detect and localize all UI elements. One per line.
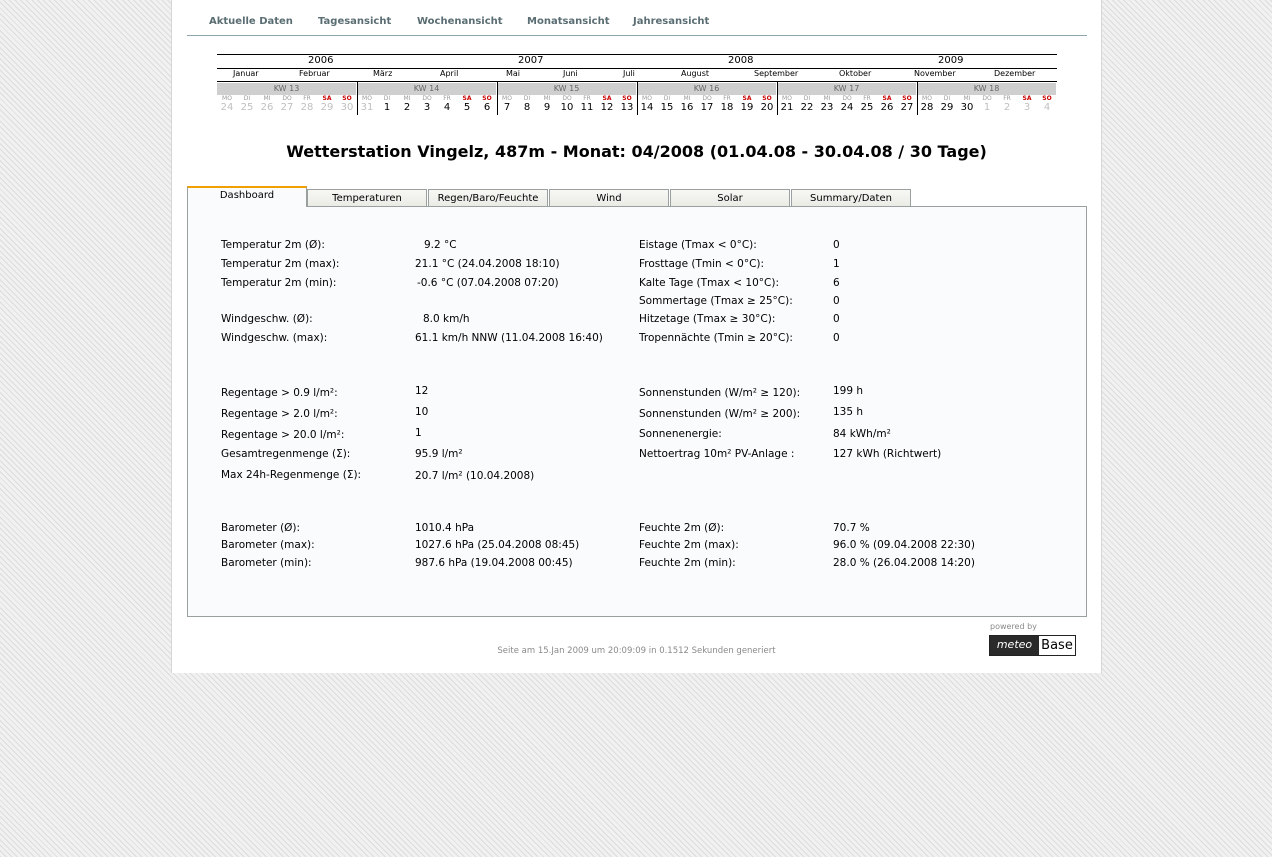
temp-avg-label: Temperatur 2m (Ø): [221,239,325,251]
month-september[interactable]: September [754,69,799,78]
calendar-weekday-label: DO [562,95,572,102]
calendar-day[interactable]: 4 [1043,102,1051,113]
calendar-weekday-label: SO [342,95,352,102]
month-august[interactable]: August [681,69,709,78]
calendar-day[interactable]: 16 [680,102,694,113]
sonnenstunden-200-value: 135 h [833,406,864,418]
wind-avg-label: Windgeschw. (Ø): [221,313,313,325]
baro-min-value: 987.6 hPa (19.04.2008 00:45) [415,557,573,569]
tab-regen-baro-feuchte[interactable]: Regen/Baro/Feuchte [428,189,548,206]
wind-max-label: Windgeschw. (max): [221,332,328,344]
calendar-day[interactable]: 23 [820,102,834,113]
calendar-day[interactable]: 29 [320,102,334,113]
top-navigation [187,0,1087,36]
calendar-weekday-label: SO [902,95,912,102]
calendar-day[interactable]: 28 [300,102,314,113]
calendar-weekday-label: MI [403,95,411,102]
calendar-weekday-label: SA [602,95,612,102]
calendar-weekday-label: MI [823,95,831,102]
tropennaechte-label: Tropennächte (Tmin ≥ 20°C): [639,332,793,344]
calendar-weekday-label: DI [943,95,951,102]
powered-by-label: powered by [990,622,1037,631]
rain-days-1-label: Regentage > 0.9 l/m²: [221,387,338,399]
sonnenstunden-120-value: 199 h [833,385,864,397]
rain-24h-label: Max 24h-Regenmenge (Σ): [221,469,362,481]
kalte-tage-value: 6 [833,277,840,289]
year-line [217,54,1057,55]
calendar-week-label[interactable]: KW 17 [777,83,916,95]
eistage-value: 0 [833,239,840,251]
calendar-weekday-label: DO [982,95,992,102]
baro-avg-label: Barometer (Ø): [221,522,301,534]
baro-min-label: Barometer (min): [221,557,312,569]
baro-max-value: 1027.6 hPa (25.04.2008 08:45) [415,539,580,551]
calendar-weekday-label: DO [702,95,712,102]
calendar-weekday-label: FR [1003,95,1011,102]
calendar-weekday-label: MI [543,95,551,102]
calendar-day[interactable]: 1 [383,102,391,113]
calendar-weekday-label: FR [863,95,871,102]
calendar-day[interactable]: 1 [983,102,991,113]
calendar-day[interactable]: 22 [800,102,814,113]
page-title: Wetterstation Vingelz, 487m - Monat: 04/2008 (01.04.08 - 30.04.08 / 30 Tage) [286,142,987,161]
month-mai[interactable]: Mai [506,69,521,78]
frosttage-label: Frosttage (Tmin < 0°C): [639,258,765,270]
temp-max-value: 21.1 °C (24.04.2008 18:10) [415,258,560,270]
month-dezember[interactable]: Dezember [994,69,1036,78]
year-2009[interactable]: 2009 [938,55,964,66]
calendar-day[interactable]: 24 [220,102,234,113]
rain-days-3-label: Regentage > 20.0 l/m²: [221,429,345,441]
calendar-day[interactable]: 19 [740,102,754,113]
tropennaechte-value: 0 [833,332,840,344]
kalte-tage-label: Kalte Tage (Tmax < 10°C): [639,277,779,289]
calendar-weekday-label: MI [263,95,271,102]
feuchte-avg-label: Feuchte 2m (Ø): [639,522,725,534]
eistage-label: Eistage (Tmax < 0°C): [639,239,757,251]
calendar-weekday-label: DI [243,95,251,102]
calendar-day[interactable]: 3 [1023,102,1031,113]
sonnenenergie-label: Sonnenenergie: [639,428,722,440]
sommertage-label: Sommertage (Tmax ≥ 25°C): [639,295,793,307]
month-januar[interactable]: Januar [233,69,259,78]
meteobase-logo[interactable] [989,635,1076,656]
calendar-day[interactable]: 30 [960,102,974,113]
nav-wochenansicht[interactable]: Wochenansicht [417,16,503,27]
calendar-day[interactable]: 25 [240,102,254,113]
calendar-timeline [217,54,1057,116]
rain-days-1-value: 12 [415,385,429,397]
calendar-day[interactable]: 29 [940,102,954,113]
nav-aktuelle-daten[interactable]: Aktuelle Daten [209,16,293,27]
year-2007[interactable]: 2007 [518,55,544,66]
calendar-day[interactable]: 14 [640,102,654,113]
calendar-day[interactable]: 27 [280,102,294,113]
calendar-day[interactable]: 18 [720,102,734,113]
wind-avg-value: 8.0 km/h [423,313,470,325]
frosttage-value: 1 [833,258,840,270]
calendar-weekday-label: SA [742,95,752,102]
calendar-day[interactable]: 13 [620,102,634,113]
calendar-week-label[interactable]: KW 15 [497,83,636,95]
baro-avg-value: 1010.4 hPa [415,522,475,534]
calendar-weekday-label: MI [963,95,971,102]
calendar-weekday-label: SA [1022,95,1032,102]
calendar-weekday-label: MO [922,95,932,102]
calendar-day[interactable]: 5 [463,102,471,113]
calendar-day[interactable]: 11 [580,102,594,113]
calendar-weekday-label: SA [882,95,892,102]
calendar-week-label[interactable]: KW 13 [217,83,356,95]
nav-monatsansicht[interactable]: Monatsansicht [527,16,610,27]
tab-dashboard[interactable]: Dashboard [187,186,307,207]
calendar-weekday-label: FR [723,95,731,102]
temp-avg-value: 9.2 °C [424,239,457,251]
calendar-weekday-label: FR [443,95,451,102]
calendar-day[interactable]: 10 [560,102,574,113]
calendar-weekday-label: DO [282,95,292,102]
rain-total-value: 95.9 l/m² [415,448,463,460]
calendar-day[interactable]: 8 [523,102,531,113]
rain-days-2-value: 10 [415,406,429,418]
calendar-day[interactable]: 27 [900,102,914,113]
hitzetage-value: 0 [833,313,840,325]
tab-temperaturen[interactable]: Temperaturen [307,189,427,206]
calendar-weekday-label: SA [462,95,472,102]
tab-wind[interactable]: Wind [549,189,669,206]
sonnenstunden-200-label: Sonnenstunden (W/m² ≥ 200): [639,408,801,420]
logo-meteo-text: meteo [990,636,1039,655]
month-oktober[interactable]: Oktober [839,69,872,78]
footer-generated-text: Seite am 15.Jan 2009 um 20:09:09 in 0.1512 Sekunden generiert [497,646,776,656]
calendar-weekday-label: MI [683,95,691,102]
calendar-day[interactable]: 26 [880,102,894,113]
calendar-day[interactable]: 21 [780,102,794,113]
sonnenstunden-120-label: Sonnenstunden (W/m² ≥ 120): [639,387,801,399]
month-maerz[interactable]: März [373,69,393,78]
calendar-day[interactable]: 12 [600,102,614,113]
year-2008[interactable]: 2008 [728,55,754,66]
calendar-weekday-label: FR [583,95,591,102]
month-april[interactable]: April [440,69,459,78]
calendar-day[interactable]: 3 [423,102,431,113]
nav-jahresansicht[interactable]: Jahresansicht [633,16,710,27]
calendar-weekday-label: MO [642,95,652,102]
calendar-day[interactable]: 31 [360,102,374,113]
tab-solar[interactable]: Solar [670,189,790,206]
wind-max-value: 61.1 km/h NNW (11.04.2008 16:40) [415,332,603,344]
feuchte-min-value: 28.0 % (26.04.2008 14:20) [833,557,975,569]
calendar-weekday-label: DO [842,95,852,102]
temp-max-label: Temperatur 2m (max): [221,258,340,270]
calendar-week-label[interactable]: KW 16 [637,83,776,95]
rain-24h-value: 20.7 l/m² (10.04.2008) [415,470,535,482]
calendar-day[interactable]: 20 [760,102,774,113]
month-februar[interactable]: Februar [299,69,330,78]
page-container [171,0,1102,673]
calendar-day[interactable]: 28 [920,102,934,113]
calendar-weekday-label: MO [782,95,792,102]
calendar-weekday-label: DO [422,95,432,102]
calendar-weekday-label: DI [523,95,531,102]
tab-summary-daten[interactable]: Summary/Daten [791,189,911,206]
feuchte-min-label: Feuchte 2m (min): [639,557,736,569]
calendar-weekday-label: SA [322,95,332,102]
month-november[interactable]: November [914,69,956,78]
calendar-weekday-label: DI [663,95,671,102]
hitzetage-label: Hitzetage (Tmax ≥ 30°C): [639,313,776,325]
calendar-day[interactable]: 26 [260,102,274,113]
temp-min-label: Temperatur 2m (min): [221,277,337,289]
calendar-day[interactable]: 17 [700,102,714,113]
year-2006[interactable]: 2006 [308,55,334,66]
logo-base-text: Base [1039,636,1075,655]
calendar-day[interactable]: 2 [1003,102,1011,113]
calendar-week-label[interactable]: KW 14 [357,83,496,95]
calendar-weekday-label: DI [803,95,811,102]
calendar-weekday-label: MO [362,95,372,102]
feuchte-max-value: 96.0 % (09.04.2008 22:30) [833,539,975,551]
nettoertrag-label: Nettoertrag 10m² PV-Anlage : [639,448,795,460]
feuchte-avg-value: 70.7 % [833,522,870,534]
calendar-weekday-label: SO [482,95,492,102]
calendar-weekday-label: SO [762,95,772,102]
dashboard-panel [187,206,1087,617]
sommertage-value: 0 [833,295,840,307]
calendar-weekday-label: MO [502,95,512,102]
calendar-week-label[interactable]: KW 18 [917,83,1056,95]
calendar-weekday-label: FR [303,95,311,102]
calendar-day[interactable]: 25 [860,102,874,113]
calendar-day[interactable]: 15 [660,102,674,113]
nettoertrag-value: 127 kWh (Richtwert) [833,448,942,460]
calendar-weekday-label: SO [622,95,632,102]
feuchte-max-label: Feuchte 2m (max): [639,539,739,551]
calendar-day[interactable]: 24 [840,102,854,113]
calendar-day[interactable]: 2 [403,102,411,113]
nav-tagesansicht[interactable]: Tagesansicht [318,16,392,27]
rain-days-3-value: 1 [415,427,422,439]
month-juli[interactable]: Juli [623,69,635,78]
rain-total-label: Gesamtregenmenge (Σ): [221,448,351,460]
calendar-day[interactable]: 9 [543,102,551,113]
calendar-day[interactable]: 6 [483,102,491,113]
calendar-day[interactable]: 30 [340,102,354,113]
rain-days-2-label: Regentage > 2.0 l/m²: [221,408,338,420]
calendar-day[interactable]: 7 [503,102,511,113]
month-juni[interactable]: Juni [563,69,578,78]
calendar-weekday-label: DI [383,95,391,102]
calendar-day[interactable]: 4 [443,102,451,113]
calendar-weekday-label: SO [1042,95,1052,102]
sonnenenergie-value: 84 kWh/m² [833,428,891,440]
baro-max-label: Barometer (max): [221,539,315,551]
temp-min-value: -0.6 °C (07.04.2008 07:20) [417,277,559,289]
calendar-weekday-label: MO [222,95,232,102]
